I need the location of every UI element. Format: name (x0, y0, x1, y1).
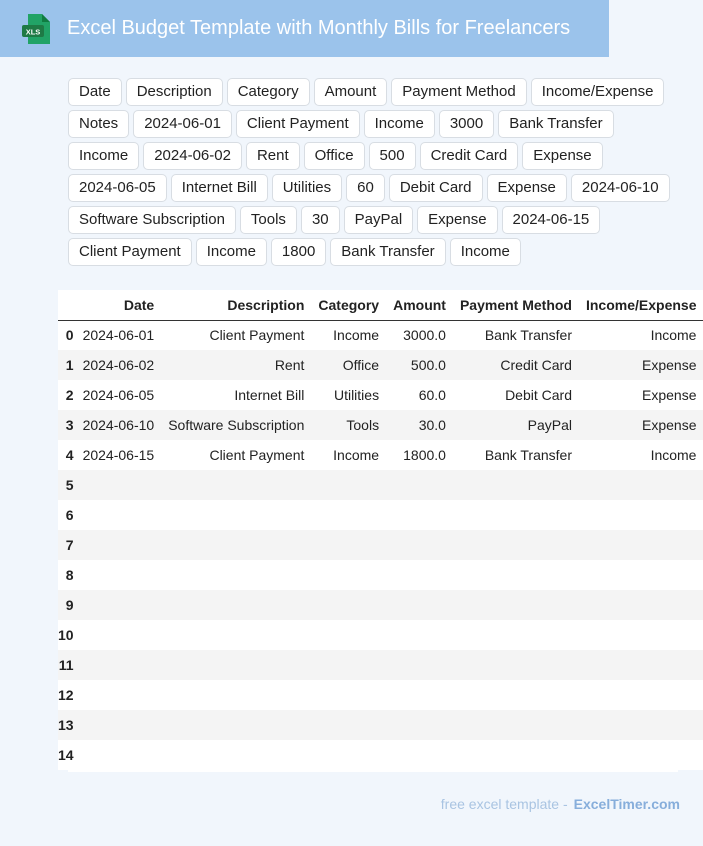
table-cell (453, 650, 579, 680)
column-header: Description (161, 290, 311, 320)
table-cell: Client Payment (161, 440, 311, 470)
tag-chip[interactable]: 60 (346, 174, 385, 202)
table-cell: 2024-06-01 (76, 320, 162, 350)
tag-chip[interactable]: Income (196, 238, 267, 266)
table-cell: Income (579, 440, 703, 470)
table-cell: Credit Card (453, 350, 579, 380)
data-table (58, 290, 703, 770)
column-header: Amount (386, 290, 453, 320)
row-index: 13 (58, 710, 76, 740)
table-cell (453, 680, 579, 710)
table-cell (76, 680, 162, 710)
table-cell (311, 470, 386, 500)
xls-file-icon (22, 14, 50, 44)
table-cell (579, 590, 703, 620)
table-cell (311, 680, 386, 710)
table-body (58, 320, 703, 770)
table-cell (161, 470, 311, 500)
tag-chip[interactable]: Bank Transfer (330, 238, 445, 266)
column-header: Date (76, 290, 162, 320)
table-cell (311, 560, 386, 590)
row-index: 8 (58, 560, 76, 590)
tag-chip[interactable]: Office (304, 142, 365, 170)
table-cell: 3000.0 (386, 320, 453, 350)
table-cell (386, 680, 453, 710)
table-cell (453, 560, 579, 590)
tag-chip[interactable]: Client Payment (68, 238, 192, 266)
table-cell (161, 680, 311, 710)
table-cell (386, 710, 453, 740)
tag-chip[interactable]: PayPal (344, 206, 414, 234)
tag-chip[interactable]: Bank Transfer (498, 110, 613, 138)
table-cell (76, 560, 162, 590)
tag-chip[interactable]: 500 (369, 142, 416, 170)
tag-chip[interactable]: Amount (314, 78, 388, 106)
table-cell (76, 710, 162, 740)
table-row (58, 590, 703, 620)
tag-chip[interactable]: Expense (487, 174, 567, 202)
table-cell (311, 710, 386, 740)
table-cell (311, 590, 386, 620)
table-cell: Utilities (311, 380, 386, 410)
row-index: 7 (58, 530, 76, 560)
table-cell: Office (311, 350, 386, 380)
table-cell (311, 740, 386, 770)
row-index: 5 (58, 470, 76, 500)
tag-chip[interactable]: Software Subscription (68, 206, 236, 234)
table-cell: Income (311, 320, 386, 350)
table-cell: Bank Transfer (453, 320, 579, 350)
table-cell (386, 560, 453, 590)
row-index: 4 (58, 440, 76, 470)
table-cell (579, 620, 703, 650)
table-cell (453, 620, 579, 650)
table-row (58, 620, 703, 650)
tag-chip[interactable]: Category (227, 78, 310, 106)
table-row (58, 680, 703, 710)
data-table-container[interactable] (58, 290, 697, 772)
table-cell (386, 470, 453, 500)
table-cell (311, 650, 386, 680)
table-cell: 500.0 (386, 350, 453, 380)
tag-chip[interactable]: Income/Expense (531, 78, 665, 106)
table-cell (453, 590, 579, 620)
tag-chip[interactable]: Payment Method (391, 78, 526, 106)
table-cell (311, 500, 386, 530)
table-header-row (58, 290, 703, 320)
table-row (58, 350, 703, 380)
tag-chip[interactable]: 30 (301, 206, 340, 234)
column-header: Payment Method (453, 290, 579, 320)
table-cell (161, 620, 311, 650)
row-index: 12 (58, 680, 76, 710)
table-cell (453, 530, 579, 560)
table-row (58, 320, 703, 350)
table-row (58, 470, 703, 500)
table-row (58, 500, 703, 530)
tag-chip[interactable]: Date (68, 78, 122, 106)
table-row (58, 740, 703, 770)
table-cell (161, 740, 311, 770)
tag-chip[interactable]: Tools (240, 206, 297, 234)
table-cell (161, 590, 311, 620)
table-cell (311, 620, 386, 650)
table-cell: Income (579, 320, 703, 350)
row-index: 3 (58, 410, 76, 440)
table-cell: 2024-06-10 (76, 410, 162, 440)
table-cell (453, 740, 579, 770)
table-cell: Bank Transfer (453, 440, 579, 470)
table-row (58, 530, 703, 560)
table-cell (76, 530, 162, 560)
footer-text: free excel template - (440, 796, 568, 812)
tag-chip[interactable]: Internet Bill (171, 174, 268, 202)
table-row (58, 710, 703, 740)
tag-chip[interactable]: Expense (417, 206, 497, 234)
table-cell: 2024-06-15 (76, 440, 162, 470)
tag-chip[interactable]: 2024-06-02 (143, 142, 242, 170)
row-index: 6 (58, 500, 76, 530)
tag-chip[interactable]: Client Payment (236, 110, 360, 138)
tag-chip[interactable]: Notes (68, 110, 129, 138)
table-cell (161, 710, 311, 740)
xls-icon-label: XLS (25, 27, 41, 37)
column-header: Income/Expense (579, 290, 703, 320)
table-cell (161, 650, 311, 680)
table-cell (76, 740, 162, 770)
tag-chip[interactable]: 1800 (271, 238, 326, 266)
tag-chip[interactable]: Description (126, 78, 223, 106)
table-cell (311, 530, 386, 560)
tag-chip[interactable]: Rent (246, 142, 300, 170)
tag-chip[interactable]: Income (364, 110, 435, 138)
table-cell (579, 680, 703, 710)
table-cell: 60.0 (386, 380, 453, 410)
table-cell: Expense (579, 380, 703, 410)
table-cell (579, 530, 703, 560)
table-cell (579, 740, 703, 770)
tag-chip[interactable]: Expense (522, 142, 602, 170)
index-header (58, 290, 76, 320)
tag-chip[interactable]: Utilities (272, 174, 342, 202)
table-cell (76, 650, 162, 680)
table-cell (579, 710, 703, 740)
table-cell: PayPal (453, 410, 579, 440)
table-cell: Internet Bill (161, 380, 311, 410)
table-cell (453, 500, 579, 530)
table-cell (386, 590, 453, 620)
tag-chip[interactable]: 3000 (439, 110, 494, 138)
footer (441, 796, 680, 812)
table-cell: Expense (579, 410, 703, 440)
tag-chip[interactable]: Income (68, 142, 139, 170)
table-cell (579, 560, 703, 590)
table-cell: 2024-06-05 (76, 380, 162, 410)
table-row (58, 650, 703, 680)
table-cell (386, 650, 453, 680)
table-cell (453, 710, 579, 740)
table-cell: Client Payment (161, 320, 311, 350)
table-cell: 2024-06-02 (76, 350, 162, 380)
table-row (58, 410, 703, 440)
row-index: 14 (58, 740, 76, 770)
footer-brand-link[interactable]: ExcelTimer.com (573, 796, 680, 812)
table-cell (76, 620, 162, 650)
page-title: Excel Budget Template with Monthly Bills for Freelancers (67, 17, 571, 39)
table-cell: Tools (311, 410, 386, 440)
tag-chip[interactable]: Debit Card (389, 174, 483, 202)
table-cell (76, 590, 162, 620)
tag-chip[interactable]: 2024-06-05 (68, 174, 167, 202)
title-bar (0, 0, 609, 57)
table-row (58, 440, 703, 470)
tag-chip[interactable]: 2024-06-01 (133, 110, 232, 138)
tag-chip[interactable]: Credit Card (420, 142, 519, 170)
table-cell: Debit Card (453, 380, 579, 410)
row-index: 2 (58, 380, 76, 410)
table-cell (161, 530, 311, 560)
tag-chip[interactable]: 2024-06-10 (571, 174, 670, 202)
row-index: 0 (58, 320, 76, 350)
table-cell: 30.0 (386, 410, 453, 440)
tag-chip[interactable]: 2024-06-15 (502, 206, 601, 234)
table-cell: 1800.0 (386, 440, 453, 470)
table-cell (76, 500, 162, 530)
tag-chip[interactable]: Income (450, 238, 521, 266)
table-cell (386, 530, 453, 560)
row-index: 11 (58, 650, 76, 680)
table-cell: Expense (579, 350, 703, 380)
table-cell: Income (311, 440, 386, 470)
table-cell (386, 620, 453, 650)
table-cell (386, 740, 453, 770)
table-cell: Rent (161, 350, 311, 380)
row-index: 1 (58, 350, 76, 380)
tag-list (68, 78, 688, 266)
table-cell: Software Subscription (161, 410, 311, 440)
table-cell (453, 470, 579, 500)
table-cell (579, 500, 703, 530)
table-row (58, 380, 703, 410)
table-cell (579, 470, 703, 500)
table-cell (386, 500, 453, 530)
table-cell (161, 560, 311, 590)
row-index: 10 (58, 620, 76, 650)
table-row (58, 560, 703, 590)
row-index: 9 (58, 590, 76, 620)
table-cell (76, 470, 162, 500)
table-cell (161, 500, 311, 530)
table-cell (579, 650, 703, 680)
column-header: Category (311, 290, 386, 320)
